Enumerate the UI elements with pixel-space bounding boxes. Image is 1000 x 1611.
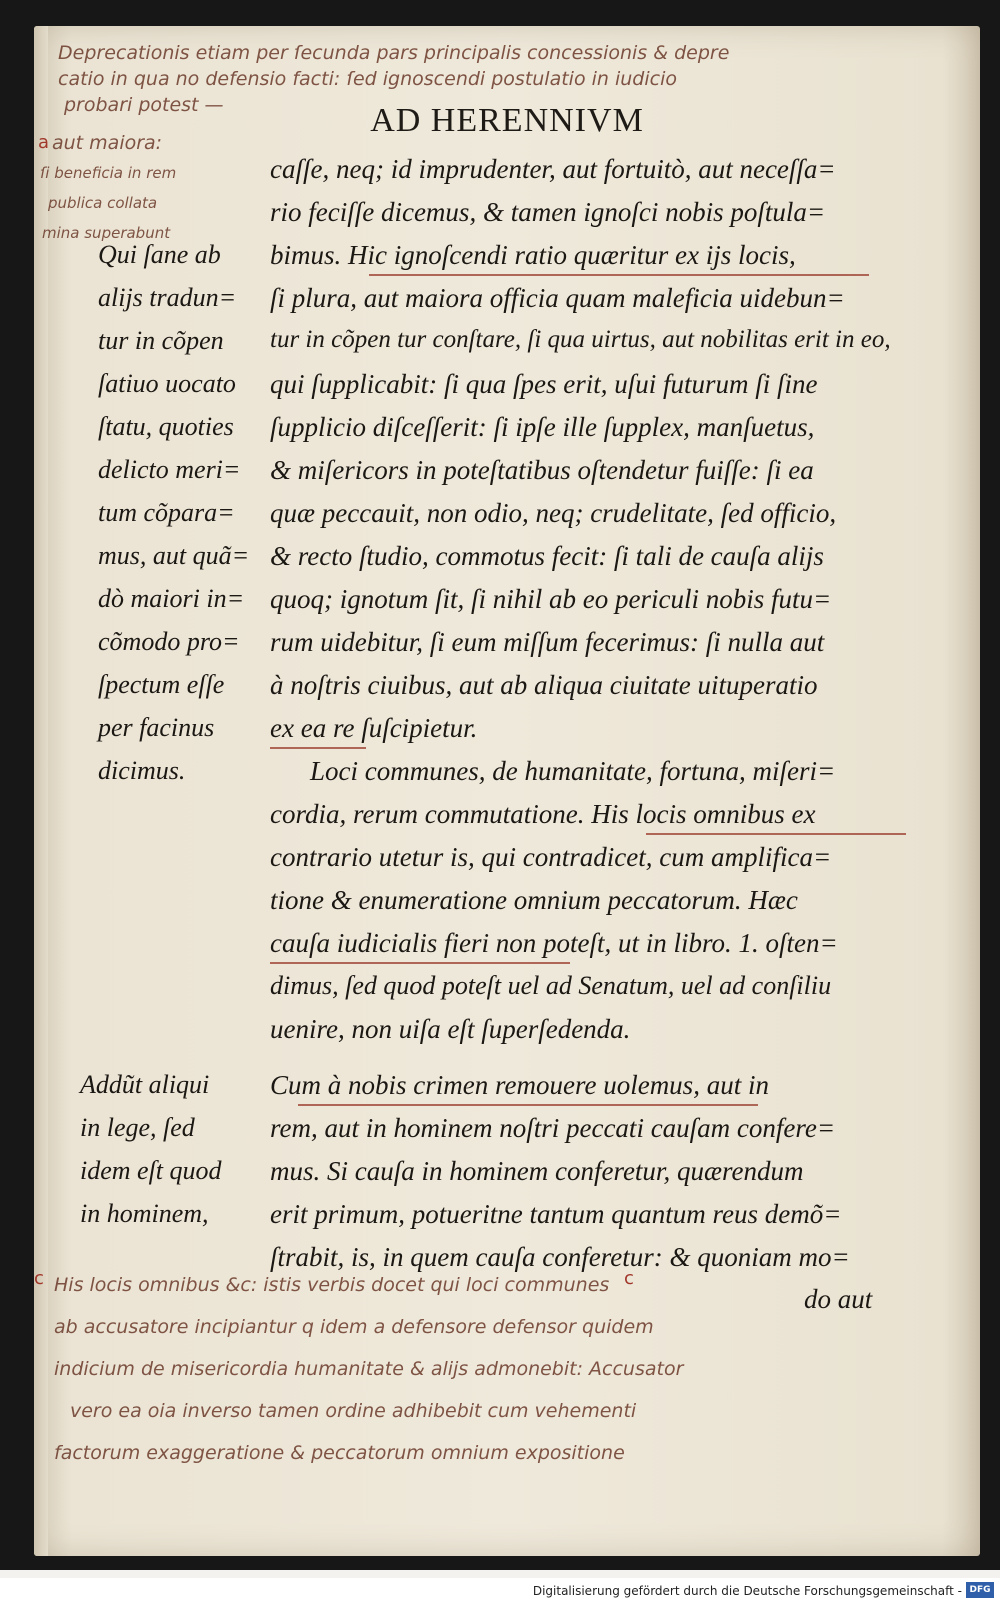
red-underline [298,1104,758,1106]
text-line: tione & enumeratione omnium peccatorum. Hæc [270,885,798,915]
margin-note: mus, aut quã= [98,541,250,570]
margin-note: alijs tradun= [98,283,237,312]
handwritten-note-top-4: aut maiora: [52,132,163,154]
text-line: tur in cõpen tur conſtare, ſi qua uirtus, aut nobilitas erit in eo, [270,326,891,353]
red-underline [369,274,869,276]
book-page [34,26,980,1556]
handwritten-note-left-1: ſi beneficia in rem [40,164,177,182]
margin-note: tum cõpara= [98,498,235,527]
text-line: cauſa iudicialis fieri non poteſt, ut in libro. 1. oſten= [270,928,838,958]
text-line: rum uidebitur, ſi eum miſſum fecerimus: ſi nulla aut [270,627,825,657]
margin-note: in hominem, [80,1199,209,1228]
dfg-logo: DFG [966,1582,994,1598]
text-line: contrario utetur is, qui contradicet, cum amplifica= [270,842,832,872]
handwritten-note-top-2: catio in qua no defensio facti: ſed ignoscendi postulatio in iudicio [58,68,677,90]
digitization-footer [0,1578,1000,1611]
text-line: mus. Si cauſa in hominem conferetur, quærendum [270,1156,804,1186]
text-line: bimus. Hic ignoſcendi ratio quæritur ex ijs locis, [270,240,796,270]
text-line: & miſericors in poteſtatibus oſtendetur fuiſſe: ſi ea [270,455,814,485]
margin-note: dò maiori in= [98,584,245,613]
margin-note: Addũt aliqui [80,1070,210,1099]
red-reference-mark: c [624,1268,634,1289]
handwritten-note-bottom-1: His locis omnibus &c: istis verbis docet qui loci communes [54,1274,610,1296]
margin-note: tur in cõpen [98,326,224,355]
red-reference-mark: a [38,132,50,153]
text-line: Cum à nobis crimen remouere uolemus, aut in [270,1070,769,1100]
margin-note: ſtatu, quoties [98,412,234,441]
text-line: quoq; ignotum ſit, ſi nihil ab eo periculi nobis futu= [270,584,832,614]
text-line: ex ea re ſuſcipietur. [270,713,478,743]
page-gutter-shadow [34,26,48,1556]
text-line: Loci communes, de humanitate, fortuna, miſeri= [310,756,836,786]
margin-note: dicimus. [98,756,186,785]
handwritten-note-bottom-3: indicium de misericordia humanitate & alijs admonebit: Accusator [54,1358,684,1380]
text-line: à noſtris ciuibus, aut ab aliqua ciuitate uituperatio [270,670,818,700]
red-underline [270,747,366,749]
running-head: AD HERENNIVM [370,102,644,139]
text-line: quæ peccauit, non odio, neq; crudelitate, ſed officio, [270,498,837,528]
handwritten-note-left-2: publica collata [48,194,158,212]
text-line: rio feciſſe dicemus, & tamen ignoſci nobis poſtula= [270,197,826,227]
margin-note: delicto meri= [98,455,241,484]
margin-note: cõmodo pro= [98,627,240,656]
text-line: ſi plura, aut maiora officia quam maleficia uidebun= [270,283,845,313]
handwritten-note-bottom-4: vero ea oia inverso tamen ordine adhibebit cum vehementi [70,1400,637,1422]
handwritten-note-left-3: mina superabunt [42,224,171,242]
text-line: caſſe, neq; id imprudenter, aut fortuitò, aut neceſſa= [270,154,836,184]
margin-note: per facinus [98,713,215,742]
text-line: rem, aut in hominem noſtri peccati cauſam confere= [270,1113,836,1143]
handwritten-note-top-1: Deprecationis etiam per ſecunda pars principalis concessionis & depre [58,42,730,64]
text-line: & recto ſtudio, commotus fecit: ſi tali de cauſa alijs [270,541,824,571]
footer-credit: Digitalisierung gefördert durch die Deutsche Forschungsgemeinschaft - [532,1584,962,1598]
text-line: erit primum, potueritne tantum quantum reus demõ= [270,1199,842,1229]
margin-note: idem eſt quod [80,1156,222,1185]
margin-note: ſatiuo uocato [98,369,236,398]
text-line: dimus, ſed quod poteſt uel ad Senatum, uel ad conſiliu [270,971,832,1000]
margin-note: Qui ſane ab [98,240,221,269]
margin-note: ſpectum eſſe [98,670,225,699]
margin-note: in lege, ſed [80,1113,195,1142]
text-line: uenire, non uiſa eſt ſuperſedenda. [270,1014,631,1044]
handwritten-note-bottom-2: ab accusatore incipiantur q idem a defensore defensor quidem [54,1316,654,1338]
text-line: cordia, rerum commutatione. His locis omnibus ex [270,799,816,829]
text-line: ſupplicio diſceſſerit: ſi ipſe ille ſupplex, manſuetus, [270,412,815,442]
handwritten-note-bottom-5: factorum exaggeratione & peccatorum omnium expositione [54,1442,625,1464]
red-underline [270,962,570,964]
text-line: qui ſupplicabit: ſi qua ſpes erit, uſui futurum ſi ſine [270,369,818,399]
text-line: ſtrabit, is, in quem cauſa conferetur: & quoniam mo= [270,1242,850,1272]
red-reference-mark: c [34,1268,44,1289]
text-line: do aut [804,1284,873,1314]
red-underline [646,833,906,835]
handwritten-note-top-3: probari potest — [64,94,224,116]
